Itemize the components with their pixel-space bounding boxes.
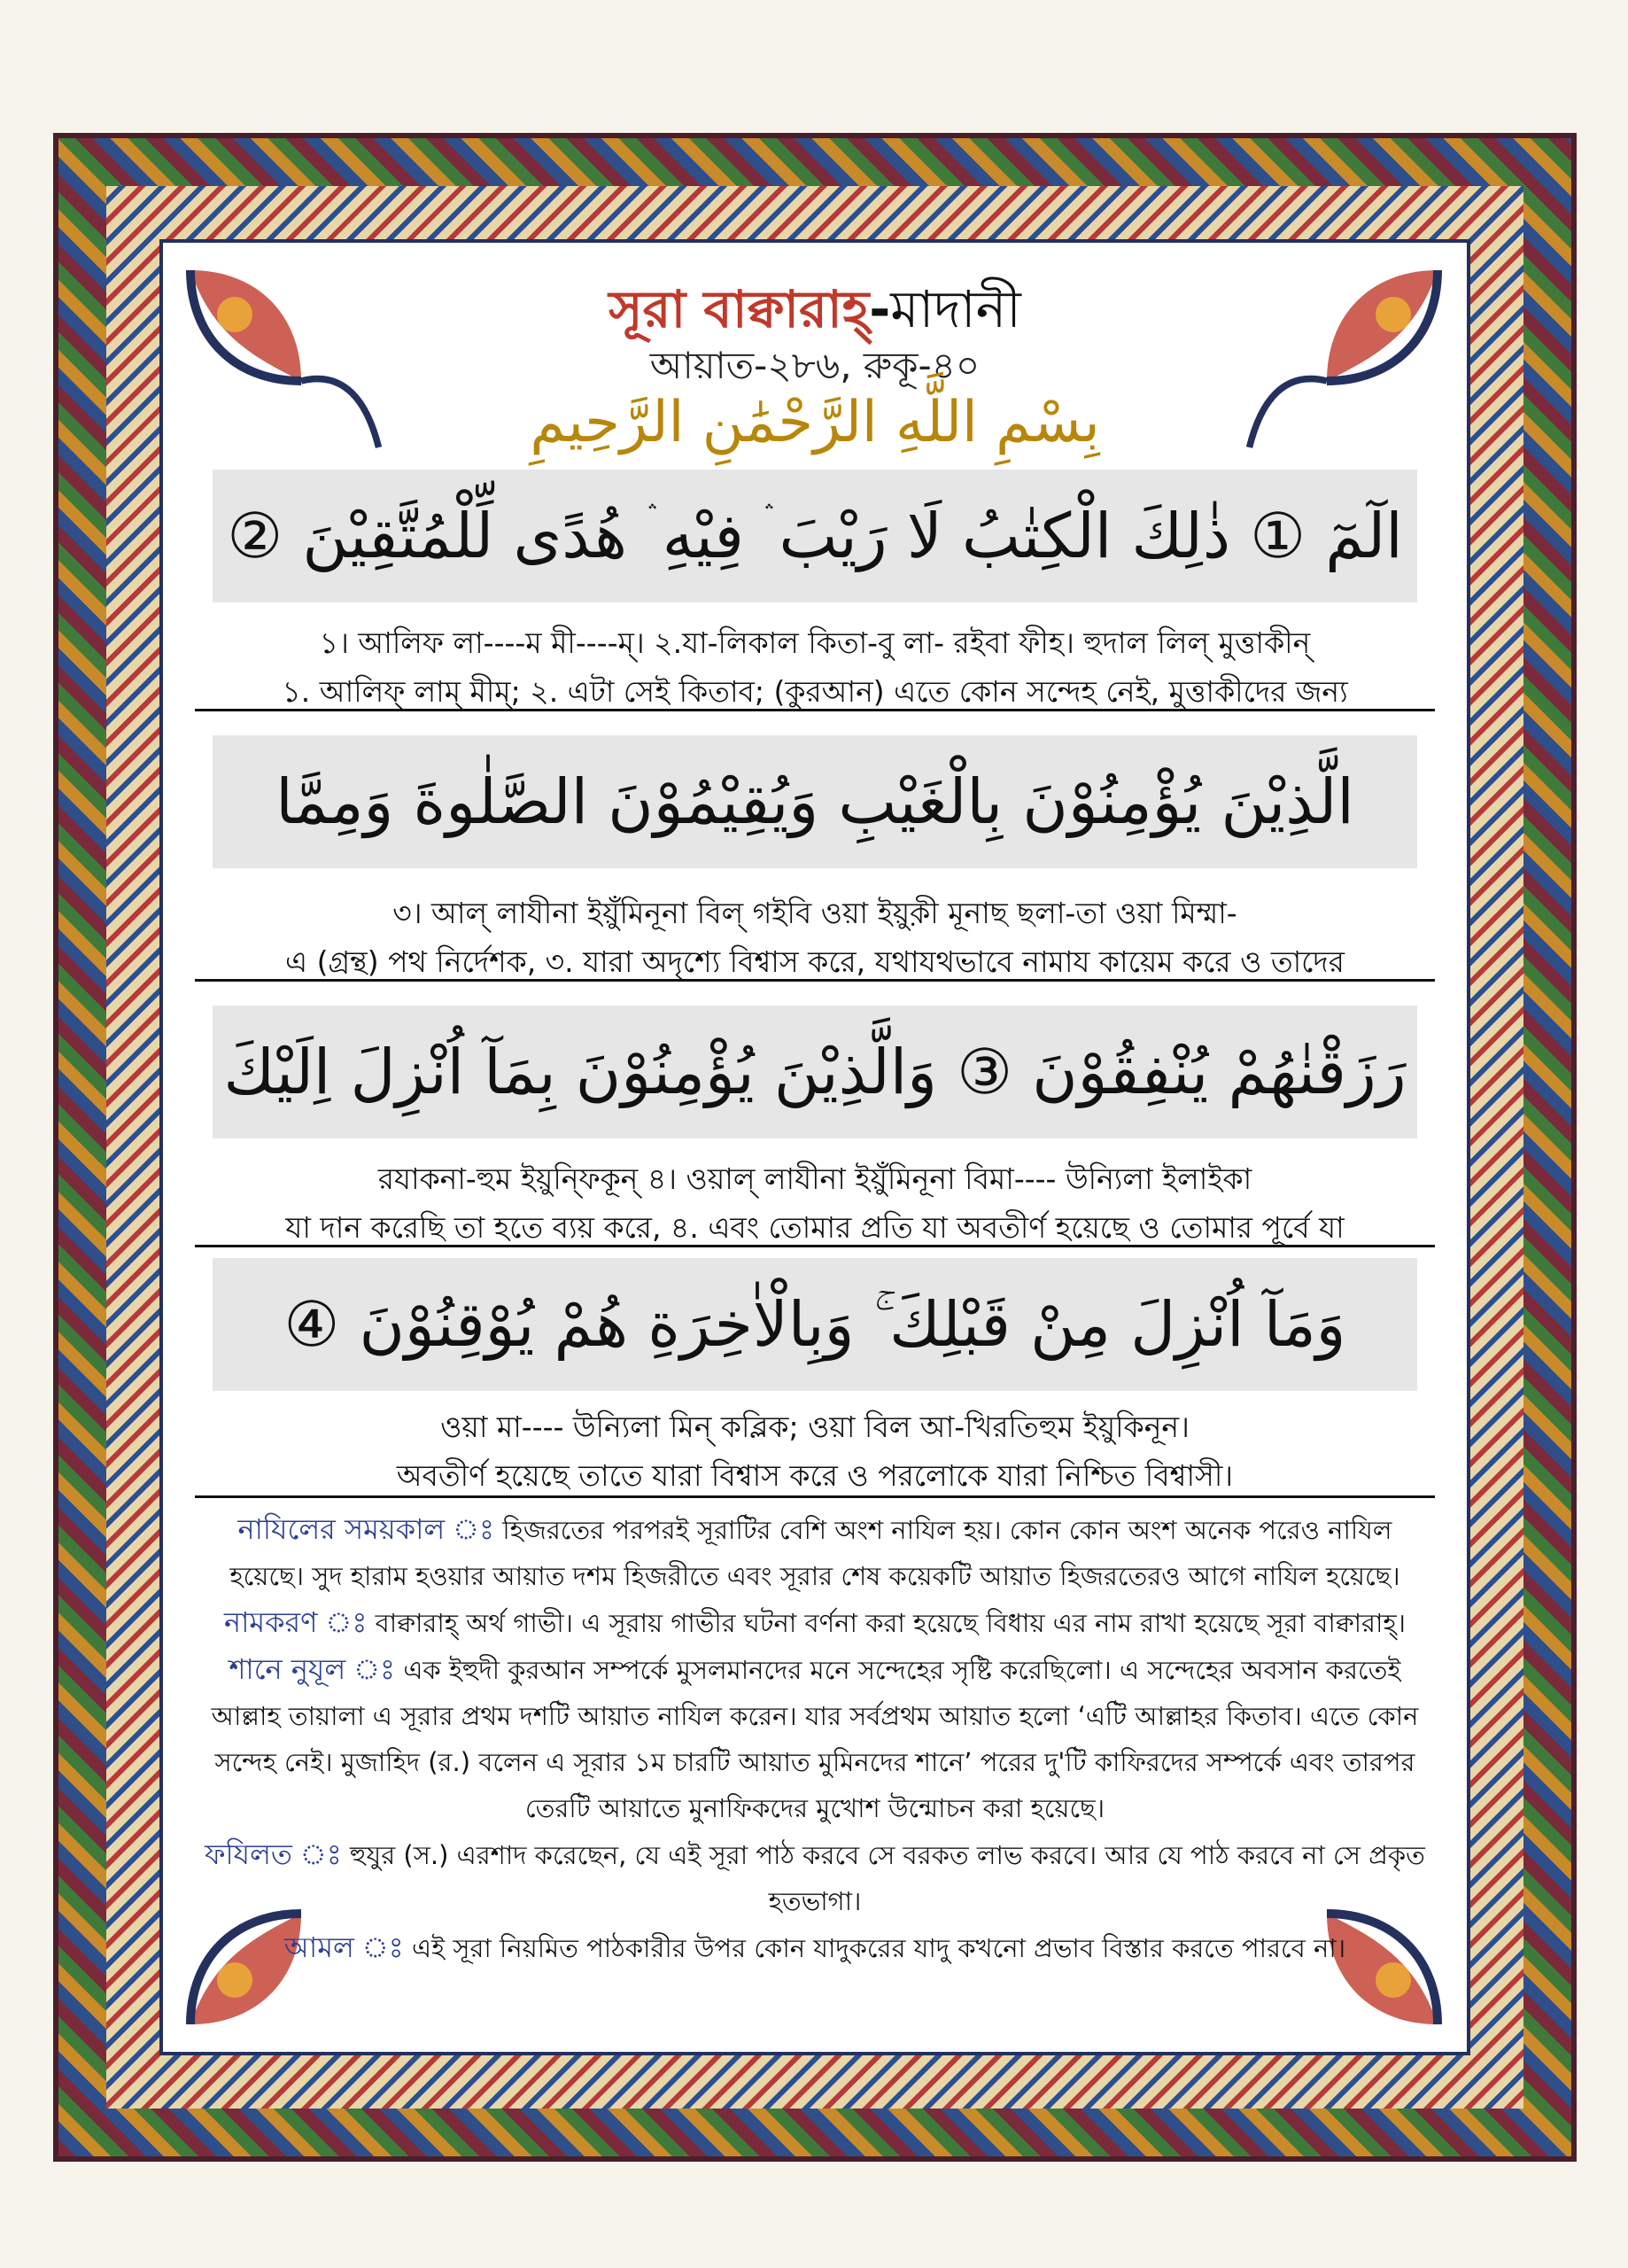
note-text: হিজরতের পরপরই সূরাটির বেশি অংশ নাযিল হয়। কোন কোন অংশ অনেক পরেও নাযিল হয়েছে। সুদ হারাম হওয়ার আয়াত দশম হিজরীতে এবং সূরার শেষ কয়েকটি আয়াত হিজরতেরও আগে নাযিল হয়েছে। xyxy=(229,1515,1400,1591)
note-naming xyxy=(204,1599,1426,1646)
note-label: ফযিলত ঃ xyxy=(205,1837,342,1871)
divider xyxy=(195,979,1435,982)
transliteration-4: ওয়া মা---- উন্যিলা মিন্ কব্লিক; ওয়া বিল আ-খিরতিহুম ইয়ুকিনূন। xyxy=(440,1410,1190,1444)
note-label: শানে নুযূল ঃ xyxy=(229,1652,396,1686)
meaning-2: এ (গ্রন্থ) পথ নির্দেশক, ৩. যারা অদৃশ্যে বিশ্বাস করে, যথাযথভাবে নামায কায়েম করে ও তাদের xyxy=(285,944,1345,979)
arabic-verse-4: وَمَآ اُنْزِلَ مِنْ قَبْلِكَ ۚ وَبِالْاٰخِرَةِ هُمْ يُوْقِنُوْنَ ④ xyxy=(213,1258,1417,1391)
note-label: নাযিলের সময়কাল ঃ xyxy=(237,1512,495,1546)
transliteration-1: ১। আলিফ লা----ম মী----ম্। ২.যা-লিকাল কিতা-বু লা- রইবা ফীহ। হুদাল লিল্ মুত্তাকীন্ xyxy=(319,625,1311,660)
arabic-verse-3: رَزَقْنٰهُمْ يُنْفِقُوْنَ ③ وَالَّذِيْنَ يُؤْمِنُوْنَ بِمَآ اُنْزِلَ اِلَيْكَ xyxy=(213,1006,1417,1138)
transliteration-2: ৩। আল্ লাযীনা ইয়ুঁমিনূনা বিল্ গইবি ওয়া ইয়ুক়ী মূনাছ ছলা-তা ওয়া মিম্মা- xyxy=(392,896,1237,930)
meaning-1: ১. আলিফ্ লাম্ মীম্; ২. এটা সেই কিতাব; (কুরআন) এতে কোন সন্দেহ নেই, মুত্তাকীদের জন্য xyxy=(282,674,1348,709)
note-label: নামকরণ ঃ xyxy=(224,1605,368,1639)
note-practice xyxy=(204,1924,1426,1971)
arabic-verse-2: الَّذِيْنَ يُؤْمِنُوْنَ بِالْغَيْبِ وَيُقِيْمُوْنَ الصَّلٰوةَ وَمِمَّا xyxy=(213,735,1417,868)
divider xyxy=(195,1495,1435,1498)
surah-notes xyxy=(204,1506,1426,1971)
title-separator: - xyxy=(869,279,891,339)
divider xyxy=(195,709,1435,711)
note-text: এক ইহুদী কুরআন সম্পর্কে মুসলমানদের মনে সন্দেহের সৃষ্টি করেছিলো। এ সন্দেহের অবসান করতেই আল্লাহ তায়ালা এ সূরার প্রথম দশটি আয়াত নাযিল করেন। যার সর্বপ্রথম আয়াত হলো ‘এটি আল্লাহর কিতাব। এতে কোন সন্দেহ নেই। মুজাহিদ (র.) বলেন এ সূরার ১ম চারটি আয়াত মুমিনদের শানে’ পরের দু'টি কাফিরদের সম্পর্কে এবং তারপর তেরটি আয়াতে মুনাফিকদের মুখোশ উন্মোচন করা হয়েছে। xyxy=(211,1655,1419,1823)
note-label: আমল ঃ xyxy=(283,1930,404,1964)
note-text: বাক্বারাহ্ অর্থ গাভী। এ সূরায় গাভীর ঘটনা বর্ণনা করা হয়েছে বিধায় এর নাম রাখা হয়েছে সূরা বাক্বারাহ্। xyxy=(375,1608,1406,1638)
transliteration-3: রযাকনা-হুম ইয়ুন্ফিকূন্ ৪। ওয়াল্ লাযীনা ইয়ুঁমিনূনা বিমা---- উন্যিলা ইলাইকা xyxy=(377,1161,1252,1196)
note-revelation-period xyxy=(204,1506,1426,1599)
surah-type: মাদানী xyxy=(890,279,1021,339)
arabic-verse-1: الٓمٓ ① ذٰلِكَ الْكِتٰبُ لَا رَيْبَ ۛ فِيْهِ ۛ هُدًى لِّلْمُتَّقِيْنَ ② xyxy=(213,470,1417,602)
page-content xyxy=(159,239,1470,2055)
meaning-3: যা দান করেছি তা হতে ব্যয় করে, ৪. এবং তোমার প্রতি যা অবতীর্ণ হয়েছে ও তোমার পূর্বে যা xyxy=(285,1210,1345,1245)
note-virtue xyxy=(204,1831,1426,1924)
note-text: হুযুর (স.) এরশাদ করেছেন, যে এই সূরা পাঠ করবে সে বরকত লাভ করবে। আর যে পাঠ করবে না সে প্রকৃত হতভাগা। xyxy=(350,1840,1425,1916)
note-context xyxy=(204,1646,1426,1831)
surah-meta: আয়াত-২৮৬, রুকূ-৪০ xyxy=(649,344,981,387)
bismillah: بِسْمِ اللَّهِ الرَّحْمَٰنِ الرَّحِيمِ xyxy=(530,390,1100,455)
note-text: এই সূরা নিয়মিত পাঠকারীর উপর কোন যাদুকরের যাদু কখনো প্রভাব বিস্তার করতে পারবে না। xyxy=(411,1933,1346,1963)
surah-name: সূরা বাক্বারাহ্ xyxy=(609,279,870,339)
divider xyxy=(195,1245,1435,1247)
meaning-4: অবতীর্ণ হয়েছে তাতে যারা বিশ্বাস করে ও পরলোকে যারা নিশ্চিত বিশ্বাসী। xyxy=(396,1458,1234,1493)
